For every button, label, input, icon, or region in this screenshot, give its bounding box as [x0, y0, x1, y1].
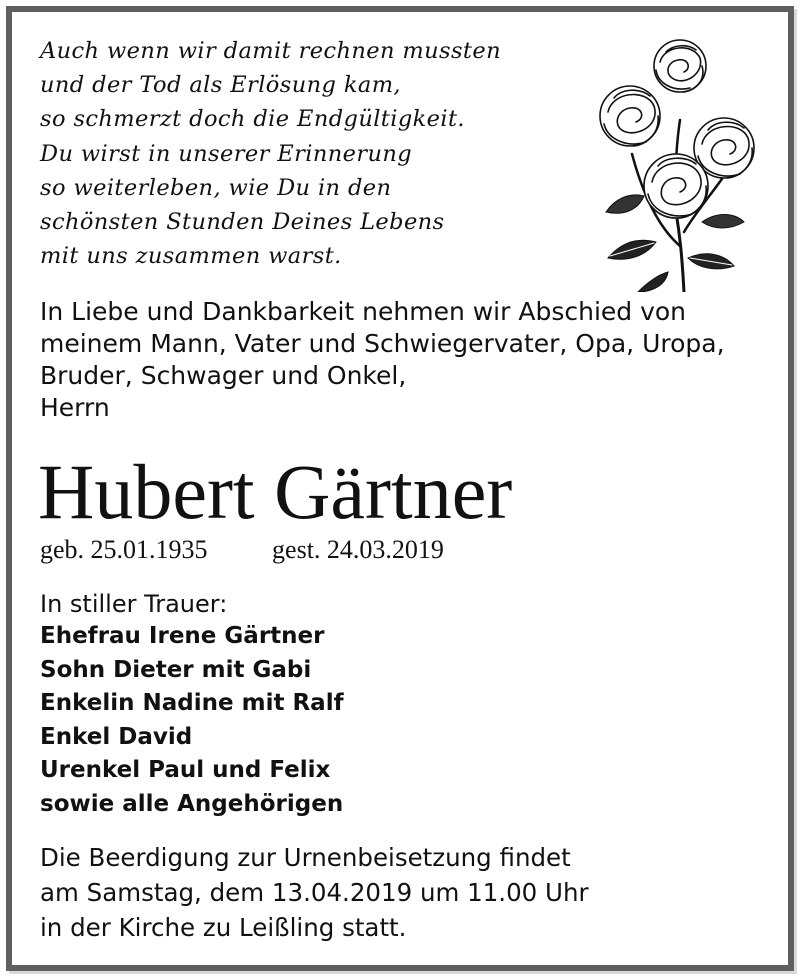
funeral-line: in der Kirche zu Leißling statt. — [40, 913, 407, 942]
mourner-name: Urenkel Paul und Felix — [40, 757, 331, 784]
poem-line: so schmerzt doch die Endgültigkeit. — [40, 106, 465, 133]
funeral-line: am Samstag, dem 13.04.2019 um 11.00 Uhr — [40, 878, 589, 907]
farewell-line: meinem Mann, Vater und Schwiegervater, Opa, Uropa, — [40, 329, 725, 358]
mourner-name: Ehefrau Irene Gärtner — [40, 623, 325, 649]
farewell-line: Bruder, Schwager und Onkel, — [40, 361, 407, 390]
poem — [40, 34, 600, 273]
mourners-heading: In stiller Trauer: — [40, 590, 228, 618]
poem-line: Auch wenn wir damit rechnen mussten — [40, 38, 501, 64]
deceased-name: Hubert Gärtner — [38, 448, 513, 535]
mourner-name: Enkelin Nadine mit Ralf — [40, 690, 344, 717]
poem-line: Du wirst in unserer Erinnerung — [40, 140, 413, 167]
mourner-name: Sohn Dieter mit Gabi — [40, 656, 312, 683]
funeral-line: Die Beerdigung zur Urnenbeisetzung findet — [40, 843, 571, 872]
mourner-name: sowie alle Angehörigen — [40, 790, 344, 817]
farewell-text — [40, 296, 740, 424]
poem-line: mit uns zusammen warst. — [40, 243, 342, 270]
poem-line: und der Tod als Erlösung kam, — [40, 72, 401, 99]
mourner-name: Enkel David — [40, 723, 193, 750]
poem-line: so weiterleben, wie Du in den — [40, 174, 392, 201]
death-date: gest. 24.03.2019 — [272, 535, 444, 564]
funeral-notice — [40, 840, 589, 945]
poem-line: schönsten Stunden Deines Lebens — [40, 209, 445, 236]
life-dates — [40, 534, 444, 566]
farewell-line: Herrn — [40, 393, 110, 422]
farewell-line: In Liebe und Dankbarkeit nehmen wir Abschied von — [40, 297, 687, 326]
birth-date: geb. 25.01.1935 — [40, 535, 208, 564]
mourners-list — [40, 620, 344, 822]
roses-illustration — [584, 36, 760, 292]
